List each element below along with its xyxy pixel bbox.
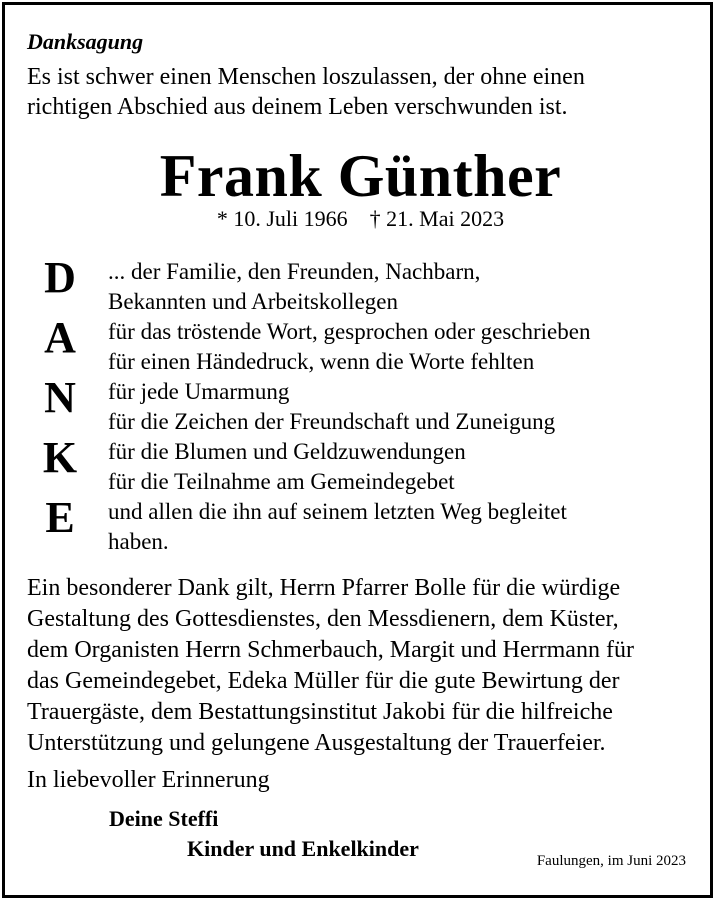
danke-letter: K [42,433,78,482]
thanks-line: haben. [108,529,169,554]
closing-phrase: In liebevoller Erinnerung [27,767,270,793]
opening-quote [27,62,697,122]
life-dates [5,206,715,232]
special-thanks-line: Trauergäste, dem Bestattungsinstitut Jakobi für die hilfreiche [27,699,613,725]
signature-family: Kinder und Enkelkinder [187,836,419,861]
special-thanks-line: Unterstützung und gelungene Ausgestaltung der Trauerfeier. [27,730,606,756]
thanks-list [108,257,708,557]
danke-letter: E [45,493,75,542]
notice-frame [2,2,713,898]
special-thanks-line: Gestaltung des Gottesdienstes, den Messdienern, dem Küster, [27,606,619,632]
thanks-line: für die Blumen und Geldzuwendungen [108,439,466,464]
deceased-name: Frank Günther [159,143,562,209]
thanks-line: Bekannten und Arbeitskollegen [108,289,398,314]
special-thanks-line: dem Organisten Herrn Schmerbauch, Margit und Herrmann für [27,637,634,663]
place-and-date: Faulungen, im Juni 2023 [536,853,686,869]
special-thanks-line: Ein besonderer Dank gilt, Herrn Pfarrer Bolle für die würdige [27,575,621,601]
danke-letter: D [44,253,76,302]
quote-line: Es ist schwer einen Menschen loszulassen, der ohne einen [27,64,585,90]
special-thanks-line: das Gemeindegebet, Edeka Müller für die gute Bewirtung der [27,668,620,694]
danke-letter: N [44,373,76,422]
death-date: † 21. Mai 2023 [369,206,505,231]
thanks-line: ... der Familie, den Freunden, Nachbarn, [108,259,481,284]
thanks-line: für einen Händedruck, wenn die Worte fehlten [108,349,535,374]
quote-line: richtigen Abschied aus deinem Leben verschwunden ist. [27,94,568,120]
signature-spouse: Deine Steffi [109,806,219,831]
birth-date: * 10. Juli 1966 [216,206,348,231]
danke-letter: A [44,313,76,362]
heading: Danksagung [27,29,144,54]
thanks-line: für die Zeichen der Freundschaft und Zuneigung [108,409,556,434]
special-thanks-paragraph [27,573,707,759]
thanks-line: für das tröstende Wort, gesprochen oder geschrieben [108,319,591,344]
danke-vertical-word [35,248,85,548]
thanks-line: und allen die ihn auf seinem letzten Weg begleitet [108,499,567,524]
thanks-line: für jede Umarmung [108,379,290,404]
thanks-line: für die Teilnahme am Gemeindegebet [108,469,455,494]
